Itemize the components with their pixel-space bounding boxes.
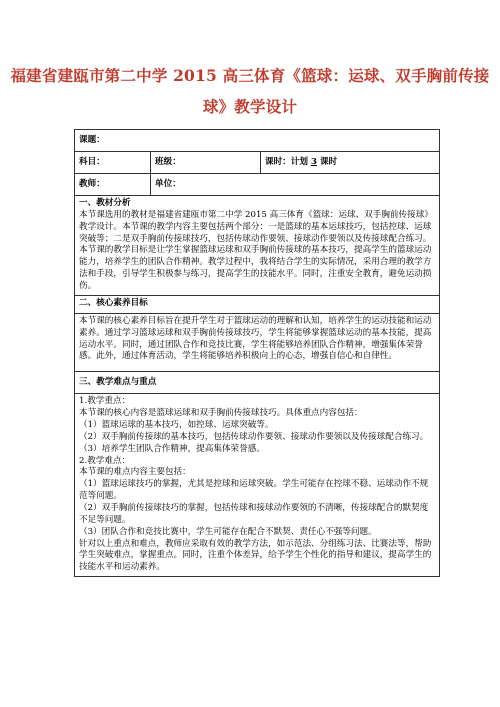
section-1-cell [75,196,440,296]
section-3-line: 本节课的核心内容是篮球运球和双手胸前传接球技巧。具体重点内容包括： [79,408,363,419]
section-3-line: （2）双手胸前传接球技巧的掌握，包括传球和接球动作要领的不清晰，传接球配合的默契度不足等问题。 [79,503,429,525]
row-section-3-body [75,394,440,577]
section-3-line: （2）双手胸前传接球的基本技巧，包括传球动作要领、接球动作要领以及传接球配合练习。 [79,431,429,442]
section-1-paragraph-1: 本节课选用的教材是福建省建瓯市第二中学 2015 高三体育《篮球：运球、双手胸前传接球》教学设计。本节课的教学内容主要包括两个部分：一是篮球的基本运球技巧，包括控球、运球突破等；二是双手胸前传接球技巧，包括传球动作要领、接球动作要领以及传接球配合练习。 [79,209,433,244]
section-1-heading: 一、教材分析 [79,198,131,208]
row-section-1 [75,196,440,296]
section-3-line: （1）篮球运球的基本技巧，如控球、运球突破等。 [79,420,274,431]
teacher-label: 教师： [75,174,151,196]
topic-label: 课题： [79,134,105,145]
section-2-heading: 二、核心素养目标 [75,295,440,313]
section-3-line: 针对以上重点和难点，教师应采取有效的教学方法，如示范法、分组练习法、比赛法等，帮助学生突破难点，掌握重点。同时，注重个体差异，给予学生个性化的指导和建议，提高学生的技能水平和运动素养。 [79,538,432,573]
row-topic [75,130,440,152]
row-subject [75,152,440,174]
section-3-line: （3）培养学生团队合作精神，提高集体荣誉感。 [79,443,265,454]
hours-prefix: 课时：计划 [265,156,311,167]
section-3-heading: 三、教学难点与重点 [75,372,440,394]
section-3-line: 本节课的难点内容主要包括： [79,467,191,478]
section-3-line: （3）团队合作和竞技比赛中，学生可能存在配合不默契、责任心不强等问题。 [79,526,377,537]
section-3-line: 1.教学重点： [79,396,131,407]
section-2-cell [75,313,440,371]
hours-number: 3 [310,156,317,167]
section-3-line: （1）篮球运球技巧的掌握，尤其是控球和运球突破。学生可能存在控球不稳、运球动作不规范等问题。 [79,479,429,502]
section-2-paragraph-1: 本节课的核心素养目标旨在提升学生对于篮球运动的理解和认知，培养学生的运动技能和运动素养。通过学习篮球运球和双手胸前传接球技巧，学生将能够掌握篮球运动的基本技能，提高运动水平。同时，通过团队合作和竞技比赛，学生将能够培养团队合作精神，增强集体荣誉感。此外，通过体育活动，学生将能够培养积极向上的心态，增强自信心和自律性。 [79,315,432,362]
topic-cell [75,130,440,152]
hours-suffix: 课时 [316,156,338,167]
document-title-line-2: 球》教学设计 [202,97,298,116]
section-3-cell [75,394,440,577]
section-1-paragraph-2: 本节课的教学目标是让学生掌握篮球运球和双手胸前传接球的基本技巧，提高学生的篮球运动能力，培养学生的团队合作精神。教学过程中，我将结合学生的实际情况，采用合理的教学方法和手段，引导学生积极参与练习，提高学生的技能水平。同时，注重安全教育，避免运动损伤。 [79,245,432,292]
hours-cell [261,152,440,174]
row-section-3-heading [75,372,440,394]
document-title-line-1: 福建省建瓯市第二中学 2015 高三体育《篮球：运球、双手胸前传接 [10,66,490,85]
row-teacher [75,174,440,196]
row-section-2-heading [75,295,440,313]
unit-label: 单位： [151,174,440,196]
subject-label: 科目： [75,152,151,174]
section-3-line: 2.教学难点： [79,455,131,466]
class-label: 班级： [151,152,261,174]
row-section-2-body [75,313,440,371]
lesson-plan-table [74,129,440,577]
